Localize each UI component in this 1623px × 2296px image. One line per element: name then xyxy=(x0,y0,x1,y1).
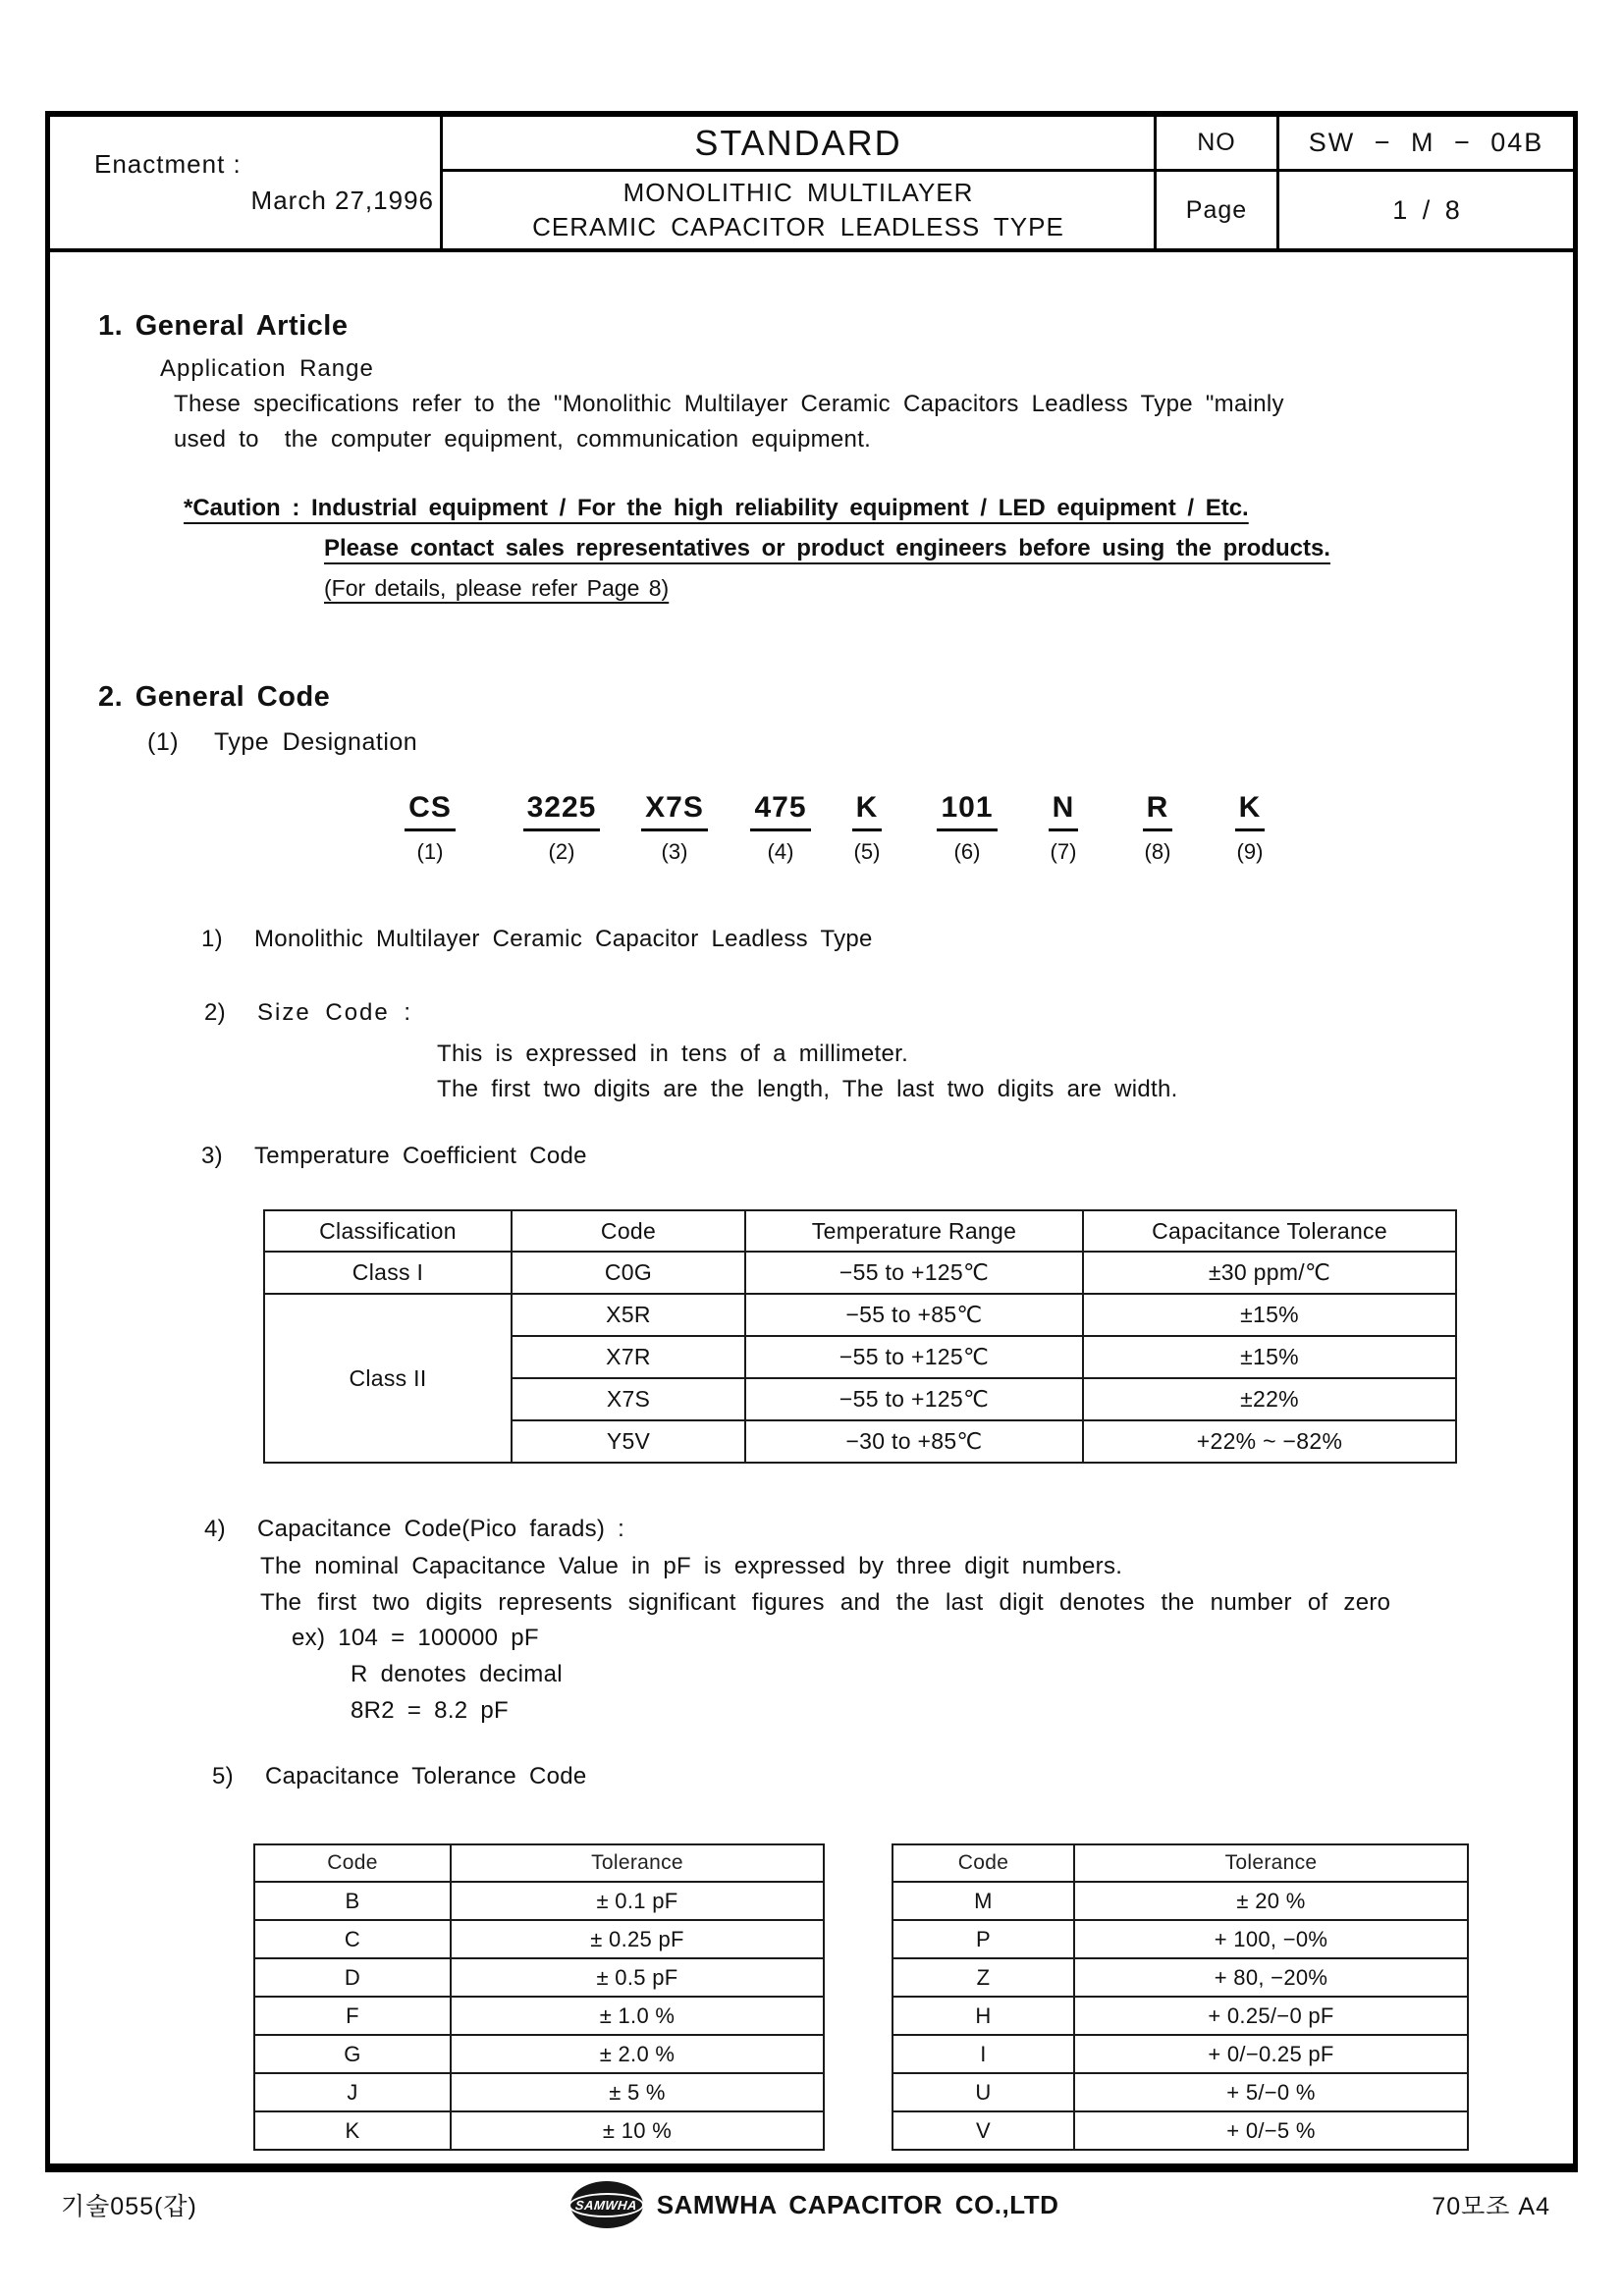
type-code-8 xyxy=(1118,791,1197,865)
cell-tolerance: ± 0.25 pF xyxy=(451,1920,824,1958)
cell-tolerance: ±22% xyxy=(1083,1378,1456,1420)
item1-row xyxy=(201,926,873,953)
cell-classification: Class II xyxy=(264,1294,512,1463)
subtitle-line-1: MONOLITHIC MULTILAYER xyxy=(622,178,974,207)
subtitle-line-2: CERAMIC CAPACITOR LEADLESS TYPE xyxy=(532,212,1064,241)
item1-num: 1) xyxy=(201,926,223,952)
temp-header-range: Temperature Range xyxy=(745,1210,1083,1252)
cell-tolerance: ± 1.0 % xyxy=(451,1997,824,2035)
type-code-2-index: (2) xyxy=(548,839,575,864)
type-code-3-index: (3) xyxy=(661,839,688,864)
tolerance-row xyxy=(893,1997,1468,2035)
type-code-1 xyxy=(391,791,469,865)
tolerance-row xyxy=(893,1920,1468,1958)
cell-code: G xyxy=(254,2035,451,2073)
type-code-3-value: X7S xyxy=(641,791,708,831)
cell-tolerance: ± 0.5 pF xyxy=(451,1958,824,1997)
tol-left-header-code: Code xyxy=(254,1844,451,1882)
document-title: STANDARD xyxy=(443,117,1157,172)
type-code-7 xyxy=(1024,791,1103,865)
type-code-2-value: 3225 xyxy=(523,791,601,831)
item3-text: Temperature Coefficient Code xyxy=(254,1143,587,1169)
section2-heading: 2. General Code xyxy=(98,681,331,713)
section1-heading: 1. General Article xyxy=(98,310,349,342)
temp-table-row xyxy=(264,1294,1456,1336)
type-code-6-value: 101 xyxy=(937,791,997,831)
cell-tolerance: + 5/−0 % xyxy=(1074,2073,1468,2111)
tolerance-row xyxy=(254,2073,824,2111)
footer-company-name: SAMWHA CAPACITOR CO.,LTD xyxy=(656,2189,1059,2219)
temp-header-code: Code xyxy=(512,1210,745,1252)
enactment-cell xyxy=(50,117,443,248)
type-code-9 xyxy=(1211,791,1289,865)
temp-header-classification: Classification xyxy=(264,1210,512,1252)
item2-text: Size Code : xyxy=(257,999,413,1026)
section1-body-line2: used to the computer equipment, communication equipment. xyxy=(174,426,872,453)
item4-text: Capacitance Code(Pico farads) : xyxy=(257,1516,625,1542)
tol-left-header-tolerance: Tolerance xyxy=(451,1844,824,1882)
cell-tolerance: + 80, −20% xyxy=(1074,1958,1468,1997)
samwha-logo-icon xyxy=(570,2181,643,2228)
cell-tolerance: + 0/−0.25 pF xyxy=(1074,2035,1468,2073)
cell-code: X5R xyxy=(512,1294,745,1336)
type-code-4-value: 475 xyxy=(750,791,810,831)
cell-code: J xyxy=(254,2073,451,2111)
application-range-label: Application Range xyxy=(160,355,374,382)
tolerance-row xyxy=(893,1882,1468,1920)
type-code-2 xyxy=(522,791,601,865)
tol-right-header-code: Code xyxy=(893,1844,1074,1882)
temp-table-row xyxy=(264,1252,1456,1294)
tolerance-row xyxy=(254,1882,824,1920)
cell-range: −30 to +85℃ xyxy=(745,1420,1083,1463)
item5-text: Capacitance Tolerance Code xyxy=(265,1763,587,1789)
tolerance-row xyxy=(254,1920,824,1958)
doc-no-label: NO xyxy=(1157,117,1279,172)
item4-row xyxy=(204,1516,624,1543)
cell-tolerance: ± 5 % xyxy=(451,2073,824,2111)
cell-code: C xyxy=(254,1920,451,1958)
footer-doc-code: 기술055(갑) xyxy=(61,2193,197,2220)
type-code-1-index: (1) xyxy=(416,839,444,864)
temp-table-header-row xyxy=(264,1210,1456,1252)
cell-tolerance: + 0.25/−0 pF xyxy=(1074,1997,1468,2035)
cell-code: X7R xyxy=(512,1336,745,1378)
tolerance-table-right xyxy=(892,1843,1469,2151)
cell-range: −55 to +85℃ xyxy=(745,1294,1083,1336)
item5-num: 5) xyxy=(212,1763,234,1789)
tolerance-table-left xyxy=(253,1843,825,2151)
cell-code: H xyxy=(893,1997,1074,2035)
cell-code: D xyxy=(254,1958,451,1997)
cell-tolerance: + 100, −0% xyxy=(1074,1920,1468,1958)
type-code-9-index: (9) xyxy=(1236,839,1264,864)
type-code-3 xyxy=(635,791,714,865)
page-footer xyxy=(45,2177,1578,2232)
cell-tolerance: ±15% xyxy=(1083,1294,1456,1336)
type-code-8-index: (8) xyxy=(1144,839,1171,864)
type-code-8-value: R xyxy=(1143,791,1173,831)
samwha-logo-text: SAMWHA xyxy=(568,2193,646,2217)
item3-row xyxy=(201,1143,587,1170)
tol-right-header-tolerance: Tolerance xyxy=(1074,1844,1468,1882)
type-code-5 xyxy=(828,791,906,865)
tolerance-row xyxy=(254,2111,824,2150)
enactment-date: March 27,1996 xyxy=(250,186,434,215)
tolerance-row xyxy=(254,1958,824,1997)
type-designation-label: Type Designation xyxy=(214,728,418,756)
item1-text: Monolithic Multilayer Ceramic Capacitor Leadless Type xyxy=(254,926,873,952)
cell-code: I xyxy=(893,2035,1074,2073)
caution-line2: Please contact sales representatives or product engineers before using the products. xyxy=(324,535,1330,561)
page-value: 1 / 8 xyxy=(1392,194,1460,225)
cell-code: B xyxy=(254,1882,451,1920)
type-code-7-index: (7) xyxy=(1050,839,1077,864)
type-code-4-index: (4) xyxy=(767,839,794,864)
item4-line4: R denotes decimal xyxy=(351,1661,563,1687)
tolerance-row xyxy=(893,2035,1468,2073)
title-block-table xyxy=(50,117,1573,252)
type-designation-heading xyxy=(147,728,417,757)
tolerance-left-header-row xyxy=(254,1844,824,1882)
cell-tolerance: ±15% xyxy=(1083,1336,1456,1378)
caution-line3: (For details, please refer Page 8) xyxy=(324,575,670,601)
item5-row xyxy=(212,1763,587,1790)
cell-code: M xyxy=(893,1882,1074,1920)
type-code-6-index: (6) xyxy=(953,839,981,864)
cell-tolerance: ± 0.1 pF xyxy=(451,1882,824,1920)
cell-tolerance: ± 10 % xyxy=(451,2111,824,2150)
item2-row xyxy=(204,999,412,1027)
document-subtitle xyxy=(443,172,1157,248)
tolerance-row xyxy=(893,1958,1468,1997)
doc-no-value: SW − M − 04B xyxy=(1279,117,1573,172)
item2-num: 2) xyxy=(204,999,226,1026)
footer-paper-code: 70모조 A4 xyxy=(1432,2193,1550,2220)
item4-line1: The nominal Capacitance Value in pF is expressed by three digit numbers. xyxy=(260,1553,1123,1579)
type-code-4 xyxy=(741,791,820,865)
temp-coefficient-table xyxy=(263,1209,1457,1464)
cell-tolerance: + 0/−5 % xyxy=(1074,2111,1468,2150)
cell-range: −55 to +125℃ xyxy=(745,1252,1083,1294)
item4-num: 4) xyxy=(204,1516,226,1542)
cell-tolerance: ±30 ppm/℃ xyxy=(1083,1252,1456,1294)
tolerance-row xyxy=(893,2111,1468,2150)
cell-code: Z xyxy=(893,1958,1074,1997)
cell-code: Y5V xyxy=(512,1420,745,1463)
cell-tolerance: ± 20 % xyxy=(1074,1882,1468,1920)
type-code-5-index: (5) xyxy=(853,839,881,864)
cell-tolerance: ± 2.0 % xyxy=(451,2035,824,2073)
type-designation-num: (1) xyxy=(147,728,180,756)
cell-code: K xyxy=(254,2111,451,2150)
temp-header-tolerance: Capacitance Tolerance xyxy=(1083,1210,1456,1252)
type-code-9-value: K xyxy=(1235,791,1266,831)
type-code-6 xyxy=(928,791,1006,865)
cell-code: F xyxy=(254,1997,451,2035)
cell-code: P xyxy=(893,1920,1074,1958)
item4-line2: The first two digits represents significant figures and the last digit denotes the number of zero xyxy=(260,1589,1391,1616)
cell-code: X7S xyxy=(512,1378,745,1420)
tolerance-right-header-row xyxy=(893,1844,1468,1882)
type-code-7-value: N xyxy=(1049,791,1079,831)
item4-line5: 8R2 = 8.2 pF xyxy=(351,1697,510,1724)
cell-code: U xyxy=(893,2073,1074,2111)
page-label: Page xyxy=(1157,172,1279,248)
item2-line1: This is expressed in tens of a millimeter. xyxy=(437,1041,909,1067)
enactment-label: Enactment : xyxy=(94,149,242,179)
item3-num: 3) xyxy=(201,1143,223,1169)
section1-body-line1: These specifications refer to the "Monolithic Multilayer Ceramic Capacitors Leadless Type "mainly xyxy=(174,391,1284,417)
tolerance-row xyxy=(893,2073,1468,2111)
cell-range: −55 to +125℃ xyxy=(745,1378,1083,1420)
cell-code: C0G xyxy=(512,1252,745,1294)
type-code-1-value: CS xyxy=(405,791,456,831)
cell-range: −55 to +125℃ xyxy=(745,1336,1083,1378)
type-code-5-value: K xyxy=(852,791,883,831)
footer-company-group xyxy=(570,2181,1059,2228)
tolerance-row xyxy=(254,1997,824,2035)
cell-tolerance: +22% ~ −82% xyxy=(1083,1420,1456,1463)
item4-line3: ex) 104 = 100000 pF xyxy=(292,1625,539,1651)
item2-line2: The first two digits are the length, The last two digits are width. xyxy=(437,1076,1178,1102)
tolerance-row xyxy=(254,2035,824,2073)
cell-code: V xyxy=(893,2111,1074,2150)
cell-classification: Class I xyxy=(264,1252,512,1294)
caution-line1: *Caution : Industrial equipment / For the high reliability equipment / LED equipment / Etc. xyxy=(184,495,1249,521)
